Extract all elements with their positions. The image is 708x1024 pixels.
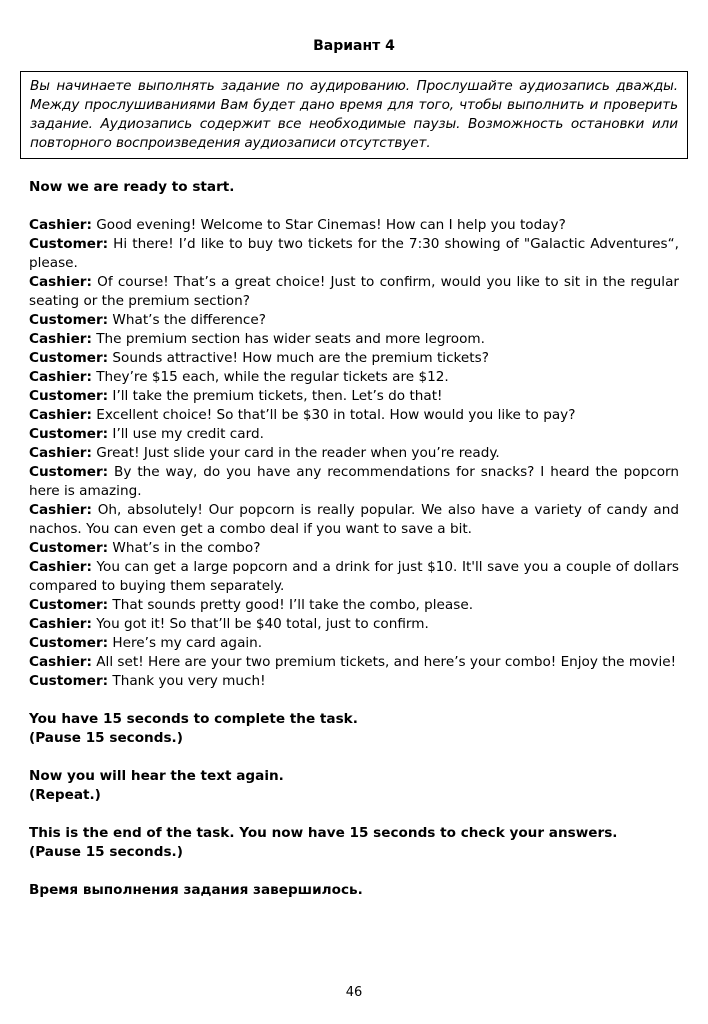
speaker-label: Customer: <box>29 540 109 556</box>
dialogue-line <box>29 653 679 672</box>
pause-note: (Pause 15 seconds.) <box>29 730 183 746</box>
utterance: By the way, do you have any recommendations for snacks? I heard the popcorn here is amazing. <box>29 464 679 499</box>
utterance: What’s in the combo? <box>108 540 261 556</box>
dialogue-line <box>29 311 679 330</box>
speaker-label: Cashier: <box>29 331 92 347</box>
dialogue-line <box>29 539 679 558</box>
dialogue-line <box>29 672 679 691</box>
utterance: You got it! So that’ll be $40 total, just to confirm. <box>91 616 429 632</box>
speaker-label: Cashier: <box>29 502 92 518</box>
utterance: All set! Here are your two premium tickets, and here’s your combo! Enjoy the movie! <box>91 654 677 670</box>
speaker-label: Customer: <box>29 597 109 613</box>
speaker-label: Customer: <box>29 388 109 404</box>
utterance: Good evening! Welcome to Star Cinemas! How can I help you today? <box>91 217 566 233</box>
dialogue-line <box>29 596 679 615</box>
utterance: Thank you very much! <box>108 673 266 689</box>
utterance: I’ll use my credit card. <box>108 426 264 442</box>
speaker-label: Cashier: <box>29 616 92 632</box>
repeat-note: (Repeat.) <box>29 787 101 803</box>
speaker-label: Customer: <box>29 673 109 689</box>
dialogue-line <box>29 235 679 273</box>
transcript <box>29 178 679 900</box>
closing-line: Время выполнения задания завершилось. <box>29 882 363 898</box>
speaker-label: Cashier: <box>29 217 92 233</box>
dialogue-line <box>29 425 679 444</box>
variant-title: Вариант 4 <box>313 38 395 54</box>
utterance: Great! Just slide your card in the reader when you’re ready. <box>91 445 500 461</box>
utterance: Oh, absolutely! Our popcorn is really popular. We also have a variety of candy and nachos. You can even get a combo deal if you want to save a bit. <box>29 502 679 537</box>
dialogue-line <box>29 349 679 368</box>
dialogue-line <box>29 463 679 501</box>
utterance: Sounds attractive! How much are the premium tickets? <box>108 350 489 366</box>
dialogue-line <box>29 216 679 235</box>
speaker-label: Customer: <box>29 464 109 480</box>
speaker-label: Customer: <box>29 350 109 366</box>
utterance: That sounds pretty good! I’ll take the combo, please. <box>108 597 474 613</box>
utterance: Of course! That’s a great choice! Just to confirm, would you like to sit in the regular seating or the premium section? <box>29 274 679 309</box>
speaker-label: Cashier: <box>29 274 92 290</box>
dialogue-line <box>29 444 679 463</box>
instructions-text: Вы начинаете выполнять задание по аудированию. Прослушайте аудиозапись дважды. Между прослушиваниями Вам будет дано время для того, чтобы выполнить и проверить задание. Аудиозапись содержит все необходимые паузы. Возможность остановки или повторного воспроизведения аудиозаписи отсутствует. <box>30 78 678 151</box>
dialogue-line <box>29 368 679 387</box>
speaker-label: Customer: <box>29 635 109 651</box>
utterance: I’ll take the premium tickets, then. Let’s do that! <box>108 388 443 404</box>
speaker-label: Cashier: <box>29 445 92 461</box>
utterance: You can get a large popcorn and a drink for just $10. It'll save you a couple of dollars compared to buying them separately. <box>29 559 679 594</box>
end-pause-note: (Pause 15 seconds.) <box>29 844 183 860</box>
dialogue-line <box>29 273 679 311</box>
intro-line: Now we are ready to start. <box>29 179 235 195</box>
speaker-label: Cashier: <box>29 407 92 423</box>
speaker-label: Cashier: <box>29 369 92 385</box>
page-number: 46 <box>345 985 363 1000</box>
speaker-label: Customer: <box>29 312 109 328</box>
speaker-label: Customer: <box>29 236 109 252</box>
dialogue-line <box>29 501 679 539</box>
dialogue <box>29 216 679 691</box>
utterance: Hi there! I’d like to buy two tickets for the 7:30 showing of "Galactic Adventures“, please. <box>29 236 679 271</box>
end-instruction: This is the end of the task. You now have 15 seconds to check your answers. <box>29 825 618 841</box>
dialogue-line <box>29 558 679 596</box>
utterance: They’re $15 each, while the regular tickets are $12. <box>91 369 449 385</box>
utterance: What’s the difference? <box>108 312 266 328</box>
dialogue-line <box>29 387 679 406</box>
dialogue-line <box>29 406 679 425</box>
utterance: Here’s my card again. <box>108 635 263 651</box>
speaker-label: Cashier: <box>29 654 92 670</box>
speaker-label: Cashier: <box>29 559 92 575</box>
repeat-instruction: Now you will hear the text again. <box>29 768 284 784</box>
pause-instruction: You have 15 seconds to complete the task. <box>29 711 358 727</box>
speaker-label: Customer: <box>29 426 109 442</box>
utterance: The premium section has wider seats and more legroom. <box>91 331 485 347</box>
utterance: Excellent choice! So that’ll be $30 in total. How would you like to pay? <box>91 407 576 423</box>
dialogue-line <box>29 634 679 653</box>
instructions-box <box>20 71 688 159</box>
dialogue-line <box>29 615 679 634</box>
dialogue-line <box>29 330 679 349</box>
